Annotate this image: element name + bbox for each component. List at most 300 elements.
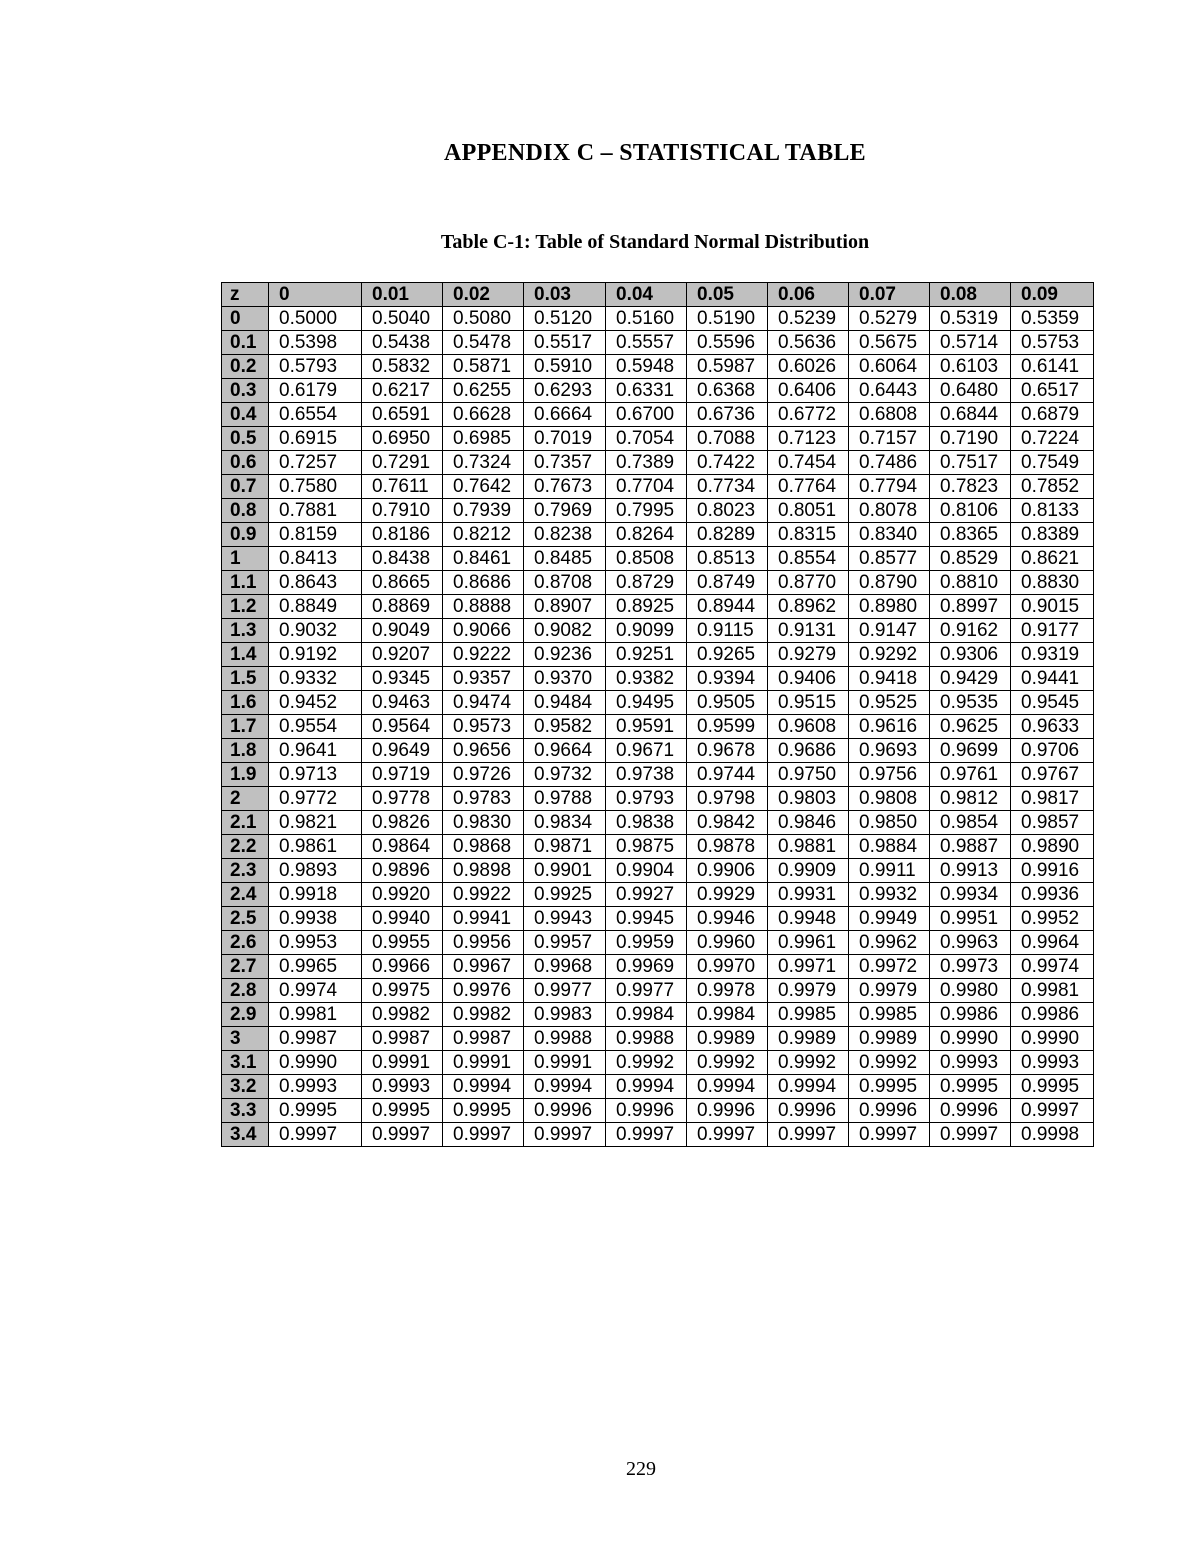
- table-cell: 0.6293: [524, 379, 606, 403]
- table-cell: 0.8508: [606, 547, 687, 571]
- row-header-z: 1.6: [222, 691, 269, 715]
- table-row: [222, 907, 1094, 931]
- table-cell: 0.9983: [524, 1003, 606, 1027]
- table-cell: 0.9981: [1011, 979, 1094, 1003]
- table-cell: 0.9265: [687, 643, 768, 667]
- table-cell: 0.9996: [524, 1099, 606, 1123]
- table-cell: 0.6255: [443, 379, 524, 403]
- table-cell: 0.9920: [362, 883, 443, 907]
- table-cell: 0.8529: [930, 547, 1011, 571]
- table-cell: 0.8577: [849, 547, 930, 571]
- table-cell: 0.9995: [1011, 1075, 1094, 1099]
- table-cell: 0.9864: [362, 835, 443, 859]
- table-cell: 0.9997: [269, 1123, 362, 1147]
- table-cell: 0.9719: [362, 763, 443, 787]
- table-cell: 0.9099: [606, 619, 687, 643]
- table-cell: 0.8888: [443, 595, 524, 619]
- table-cell: 0.9978: [687, 979, 768, 1003]
- table-cell: 0.5319: [930, 307, 1011, 331]
- table-row: [222, 763, 1094, 787]
- table-cell: 0.7969: [524, 499, 606, 523]
- table-cell: 0.9846: [768, 811, 849, 835]
- row-header-z: 2: [222, 787, 269, 811]
- row-header-z: 3: [222, 1027, 269, 1051]
- row-header-z: 1.7: [222, 715, 269, 739]
- table-cell: 0.9968: [524, 955, 606, 979]
- table-cell: 0.9992: [687, 1051, 768, 1075]
- row-header-z: 0.8: [222, 499, 269, 523]
- row-header-z: 2.5: [222, 907, 269, 931]
- row-header-z: 2.8: [222, 979, 269, 1003]
- table-cell: 0.9996: [768, 1099, 849, 1123]
- table-cell: 0.9878: [687, 835, 768, 859]
- table-cell: 0.9986: [1011, 1003, 1094, 1027]
- table-cell: 0.9904: [606, 859, 687, 883]
- table-cell: 0.9162: [930, 619, 1011, 643]
- table-cell: 0.9997: [1011, 1099, 1094, 1123]
- table-cell: 0.9616: [849, 715, 930, 739]
- table-cell: 0.9812: [930, 787, 1011, 811]
- table-cell: 0.5239: [768, 307, 849, 331]
- row-header-z: 1: [222, 547, 269, 571]
- table-row: [222, 715, 1094, 739]
- table-cell: 0.9693: [849, 739, 930, 763]
- table-cell: 0.9976: [443, 979, 524, 1003]
- table-cell: 0.7611: [362, 475, 443, 499]
- table-cell: 0.9236: [524, 643, 606, 667]
- table-cell: 0.9222: [443, 643, 524, 667]
- table-cell: 0.9850: [849, 811, 930, 835]
- table-cell: 0.9545: [1011, 691, 1094, 715]
- table-cell: 0.9772: [269, 787, 362, 811]
- row-header-z: 1.2: [222, 595, 269, 619]
- table-cell: 0.8051: [768, 499, 849, 523]
- table-cell: 0.5517: [524, 331, 606, 355]
- table-cell: 0.9994: [606, 1075, 687, 1099]
- table-cell: 0.9738: [606, 763, 687, 787]
- table-cell: 0.9959: [606, 931, 687, 955]
- table-cell: 0.8554: [768, 547, 849, 571]
- table-cell: 0.9932: [849, 883, 930, 907]
- table-cell: 0.9834: [524, 811, 606, 835]
- table-cell: 0.8643: [269, 571, 362, 595]
- table-cell: 0.8770: [768, 571, 849, 595]
- table-row: [222, 1003, 1094, 1027]
- table-cell: 0.5120: [524, 307, 606, 331]
- table-cell: 0.8621: [1011, 547, 1094, 571]
- table-cell: 0.9147: [849, 619, 930, 643]
- table-cell: 0.9744: [687, 763, 768, 787]
- table-cell: 0.9955: [362, 931, 443, 955]
- table-cell: 0.7257: [269, 451, 362, 475]
- table-cell: 0.9995: [443, 1099, 524, 1123]
- table-cell: 0.9893: [269, 859, 362, 883]
- table-cell: 0.9906: [687, 859, 768, 883]
- table-cell: 0.9909: [768, 859, 849, 883]
- table-cell: 0.9984: [687, 1003, 768, 1027]
- table-cell: 0.9985: [849, 1003, 930, 1027]
- table-cell: 0.9938: [269, 907, 362, 931]
- table-cell: 0.6950: [362, 427, 443, 451]
- table-cell: 0.9961: [768, 931, 849, 955]
- table-cell: 0.9382: [606, 667, 687, 691]
- table-cell: 0.9798: [687, 787, 768, 811]
- row-header-z: 1.8: [222, 739, 269, 763]
- standard-normal-table: [221, 282, 1094, 1147]
- table-cell: 0.7123: [768, 427, 849, 451]
- table-cell: 0.9484: [524, 691, 606, 715]
- table-cell: 0.9292: [849, 643, 930, 667]
- table-cell: 0.9838: [606, 811, 687, 835]
- table-cell: 0.9821: [269, 811, 362, 835]
- table-cell: 0.8212: [443, 523, 524, 547]
- table-cell: 0.9934: [930, 883, 1011, 907]
- table-cell: 0.8078: [849, 499, 930, 523]
- table-cell: 0.8238: [524, 523, 606, 547]
- table-cell: 0.9890: [1011, 835, 1094, 859]
- table-row: [222, 1099, 1094, 1123]
- table-cell: 0.9997: [687, 1123, 768, 1147]
- table-cell: 0.9554: [269, 715, 362, 739]
- table-cell: 0.5000: [269, 307, 362, 331]
- table-cell: 0.9370: [524, 667, 606, 691]
- table-cell: 0.9997: [849, 1123, 930, 1147]
- table-cell: 0.6406: [768, 379, 849, 403]
- table-cell: 0.9049: [362, 619, 443, 643]
- table-cell: 0.9991: [524, 1051, 606, 1075]
- table-row: [222, 931, 1094, 955]
- table-cell: 0.6591: [362, 403, 443, 427]
- table-cell: 0.8513: [687, 547, 768, 571]
- table-cell: 0.9857: [1011, 811, 1094, 835]
- table-cell: 0.9803: [768, 787, 849, 811]
- table-cell: 0.9949: [849, 907, 930, 931]
- table-cell: 0.9713: [269, 763, 362, 787]
- table-row: [222, 307, 1094, 331]
- table-row: [222, 835, 1094, 859]
- table-cell: 0.9474: [443, 691, 524, 715]
- table-cell: 0.9808: [849, 787, 930, 811]
- table-cell: 0.7549: [1011, 451, 1094, 475]
- page-number: 229: [626, 1458, 656, 1480]
- table-cell: 0.8159: [269, 523, 362, 547]
- table-row: [222, 739, 1094, 763]
- table-cell: 0.9993: [1011, 1051, 1094, 1075]
- table-row: [222, 955, 1094, 979]
- table-cell: 0.9783: [443, 787, 524, 811]
- table-cell: 0.8413: [269, 547, 362, 571]
- table-cell: 0.9962: [849, 931, 930, 955]
- table-cell: 0.9988: [606, 1027, 687, 1051]
- row-header-z: 0.1: [222, 331, 269, 355]
- table-cell: 0.5359: [1011, 307, 1094, 331]
- table-cell: 0.8485: [524, 547, 606, 571]
- table-cell: 0.9767: [1011, 763, 1094, 787]
- row-header-z: 3.3: [222, 1099, 269, 1123]
- table-cell: 0.7054: [606, 427, 687, 451]
- table-cell: 0.5832: [362, 355, 443, 379]
- table-cell: 0.8962: [768, 595, 849, 619]
- table-cell: 0.9989: [687, 1027, 768, 1051]
- table-cell: 0.9131: [768, 619, 849, 643]
- table-cell: 0.9995: [362, 1099, 443, 1123]
- table-cell: 0.8340: [849, 523, 930, 547]
- table-cell: 0.9525: [849, 691, 930, 715]
- table-cell: 0.7190: [930, 427, 1011, 451]
- table-row: [222, 1123, 1094, 1147]
- table-cell: 0.9971: [768, 955, 849, 979]
- row-header-z: 0.5: [222, 427, 269, 451]
- table-cell: 0.9966: [362, 955, 443, 979]
- table-cell: 0.9994: [524, 1075, 606, 1099]
- column-header: 0.03: [524, 283, 606, 307]
- table-cell: 0.9535: [930, 691, 1011, 715]
- table-cell: 0.9177: [1011, 619, 1094, 643]
- table-cell: 0.9830: [443, 811, 524, 835]
- table-cell: 0.5478: [443, 331, 524, 355]
- table-cell: 0.9982: [443, 1003, 524, 1027]
- table-cell: 0.8023: [687, 499, 768, 523]
- table-cell: 0.9975: [362, 979, 443, 1003]
- table-cell: 0.9985: [768, 1003, 849, 1027]
- table-cell: 0.8315: [768, 523, 849, 547]
- table-cell: 0.9984: [606, 1003, 687, 1027]
- table-row: [222, 427, 1094, 451]
- table-cell: 0.9993: [269, 1075, 362, 1099]
- table-cell: 0.9625: [930, 715, 1011, 739]
- table-cell: 0.9977: [606, 979, 687, 1003]
- table-cell: 0.9750: [768, 763, 849, 787]
- table-cell: 0.9664: [524, 739, 606, 763]
- table-cell: 0.9706: [1011, 739, 1094, 763]
- table-cell: 0.7324: [443, 451, 524, 475]
- table-cell: 0.8389: [1011, 523, 1094, 547]
- table-cell: 0.9946: [687, 907, 768, 931]
- table-cell: 0.5636: [768, 331, 849, 355]
- table-cell: 0.6179: [269, 379, 362, 403]
- table-cell: 0.9997: [768, 1123, 849, 1147]
- table-cell: 0.8810: [930, 571, 1011, 595]
- table-cell: 0.6554: [269, 403, 362, 427]
- table-cell: 0.9982: [362, 1003, 443, 1027]
- row-header-z: 3.2: [222, 1075, 269, 1099]
- table-cell: 0.9345: [362, 667, 443, 691]
- table-cell: 0.8461: [443, 547, 524, 571]
- table-cell: 0.9994: [687, 1075, 768, 1099]
- table-cell: 0.9974: [1011, 955, 1094, 979]
- table-cell: 0.9963: [930, 931, 1011, 955]
- table-cell: 0.9868: [443, 835, 524, 859]
- column-header: 0.09: [1011, 283, 1094, 307]
- table-cell: 0.9996: [930, 1099, 1011, 1123]
- table-cell: 0.6368: [687, 379, 768, 403]
- table-cell: 0.9931: [768, 883, 849, 907]
- table-cell: 0.9671: [606, 739, 687, 763]
- table-row: [222, 859, 1094, 883]
- column-header-z: z: [222, 283, 269, 307]
- table-cell: 0.9941: [443, 907, 524, 931]
- column-header: 0.08: [930, 283, 1011, 307]
- table-cell: 0.9761: [930, 763, 1011, 787]
- table-cell: 0.9925: [524, 883, 606, 907]
- table-cell: 0.5714: [930, 331, 1011, 355]
- table-cell: 0.9633: [1011, 715, 1094, 739]
- row-header-z: 1.4: [222, 643, 269, 667]
- table-cell: 0.9988: [524, 1027, 606, 1051]
- column-header: 0: [269, 283, 362, 307]
- table-cell: 0.7673: [524, 475, 606, 499]
- table-cell: 0.5871: [443, 355, 524, 379]
- table-cell: 0.9418: [849, 667, 930, 691]
- table-cell: 0.9956: [443, 931, 524, 955]
- table-cell: 0.9207: [362, 643, 443, 667]
- table-row: [222, 523, 1094, 547]
- table-cell: 0.9082: [524, 619, 606, 643]
- table-cell: 0.5675: [849, 331, 930, 355]
- table-row: [222, 691, 1094, 715]
- row-header-z: 2.9: [222, 1003, 269, 1027]
- table-cell: 0.9977: [524, 979, 606, 1003]
- row-header-z: 0: [222, 307, 269, 331]
- table-cell: 0.9861: [269, 835, 362, 859]
- table-cell: 0.8944: [687, 595, 768, 619]
- table-cell: 0.8686: [443, 571, 524, 595]
- table-cell: 0.9967: [443, 955, 524, 979]
- table-cell: 0.9927: [606, 883, 687, 907]
- table-cell: 0.9997: [443, 1123, 524, 1147]
- table-cell: 0.8264: [606, 523, 687, 547]
- table-cell: 0.9251: [606, 643, 687, 667]
- table-cell: 0.9973: [930, 955, 1011, 979]
- table-cell: 0.6736: [687, 403, 768, 427]
- table-cell: 0.9913: [930, 859, 1011, 883]
- table-cell: 0.6026: [768, 355, 849, 379]
- table-cell: 0.6915: [269, 427, 362, 451]
- table-cell: 0.9306: [930, 643, 1011, 667]
- row-header-z: 2.2: [222, 835, 269, 859]
- table-row: [222, 643, 1094, 667]
- table-cell: 0.7580: [269, 475, 362, 499]
- table-cell: 0.7642: [443, 475, 524, 499]
- table-cell: 0.6103: [930, 355, 1011, 379]
- table-cell: 0.9974: [269, 979, 362, 1003]
- table-cell: 0.9756: [849, 763, 930, 787]
- table-cell: 0.9778: [362, 787, 443, 811]
- column-header: 0.06: [768, 283, 849, 307]
- table-cell: 0.9972: [849, 955, 930, 979]
- table-cell: 0.9994: [768, 1075, 849, 1099]
- table-cell: 0.9515: [768, 691, 849, 715]
- table-cell: 0.7764: [768, 475, 849, 499]
- table-row: [222, 811, 1094, 835]
- table-cell: 0.7910: [362, 499, 443, 523]
- table-cell: 0.9649: [362, 739, 443, 763]
- table-cell: 0.9916: [1011, 859, 1094, 883]
- table-cell: 0.7389: [606, 451, 687, 475]
- table-cell: 0.9991: [443, 1051, 524, 1075]
- table-cell: 0.6443: [849, 379, 930, 403]
- table-cell: 0.9996: [687, 1099, 768, 1123]
- table-cell: 0.6664: [524, 403, 606, 427]
- table-row: [222, 331, 1094, 355]
- row-header-z: 3.1: [222, 1051, 269, 1075]
- table-cell: 0.5910: [524, 355, 606, 379]
- table-cell: 0.9922: [443, 883, 524, 907]
- table-cell: 0.9699: [930, 739, 1011, 763]
- table-cell: 0.6517: [1011, 379, 1094, 403]
- table-cell: 0.9987: [269, 1027, 362, 1051]
- column-header: 0.02: [443, 283, 524, 307]
- table-cell: 0.9495: [606, 691, 687, 715]
- table-row: [222, 1051, 1094, 1075]
- table-cell: 0.9996: [849, 1099, 930, 1123]
- table-cell: 0.7517: [930, 451, 1011, 475]
- table-cell: 0.8438: [362, 547, 443, 571]
- table-cell: 0.9279: [768, 643, 849, 667]
- row-header-z: 0.4: [222, 403, 269, 427]
- table-cell: 0.9981: [269, 1003, 362, 1027]
- table-cell: 0.8106: [930, 499, 1011, 523]
- table-cell: 0.9406: [768, 667, 849, 691]
- row-header-z: 2.6: [222, 931, 269, 955]
- table-cell: 0.7486: [849, 451, 930, 475]
- table-cell: 0.9970: [687, 955, 768, 979]
- column-header: 0.07: [849, 283, 930, 307]
- table-cell: 0.6064: [849, 355, 930, 379]
- table-cell: 0.8997: [930, 595, 1011, 619]
- table-cell: 0.9032: [269, 619, 362, 643]
- table-cell: 0.5793: [269, 355, 362, 379]
- table-cell: 0.8790: [849, 571, 930, 595]
- table-cell: 0.9995: [269, 1099, 362, 1123]
- row-header-z: 2.3: [222, 859, 269, 883]
- row-header-z: 0.2: [222, 355, 269, 379]
- table-cell: 0.7794: [849, 475, 930, 499]
- table-cell: 0.5190: [687, 307, 768, 331]
- table-cell: 0.9991: [362, 1051, 443, 1075]
- table-cell: 0.9989: [768, 1027, 849, 1051]
- table-cell: 0.5557: [606, 331, 687, 355]
- table-cell: 0.9997: [524, 1123, 606, 1147]
- table-cell: 0.9826: [362, 811, 443, 835]
- table-cell: 0.9564: [362, 715, 443, 739]
- row-header-z: 0.9: [222, 523, 269, 547]
- table-cell: 0.8849: [269, 595, 362, 619]
- table-cell: 0.9998: [1011, 1123, 1094, 1147]
- table-row: [222, 619, 1094, 643]
- table-cell: 0.9591: [606, 715, 687, 739]
- table-cell: 0.9993: [362, 1075, 443, 1099]
- table-cell: 0.9990: [269, 1051, 362, 1075]
- table-cell: 0.6331: [606, 379, 687, 403]
- table-cell: 0.9875: [606, 835, 687, 859]
- table-row: [222, 667, 1094, 691]
- table-row: [222, 451, 1094, 475]
- table-cell: 0.7291: [362, 451, 443, 475]
- row-header-z: 3.4: [222, 1123, 269, 1147]
- table-cell: 0.8980: [849, 595, 930, 619]
- row-header-z: 1.5: [222, 667, 269, 691]
- table-row: [222, 547, 1094, 571]
- row-header-z: 1.9: [222, 763, 269, 787]
- table-row: [222, 499, 1094, 523]
- table-cell: 0.8907: [524, 595, 606, 619]
- table-cell: 0.5040: [362, 307, 443, 331]
- row-header-z: 1.1: [222, 571, 269, 595]
- table-cell: 0.9918: [269, 883, 362, 907]
- table-cell: 0.9994: [443, 1075, 524, 1099]
- table-cell: 0.6879: [1011, 403, 1094, 427]
